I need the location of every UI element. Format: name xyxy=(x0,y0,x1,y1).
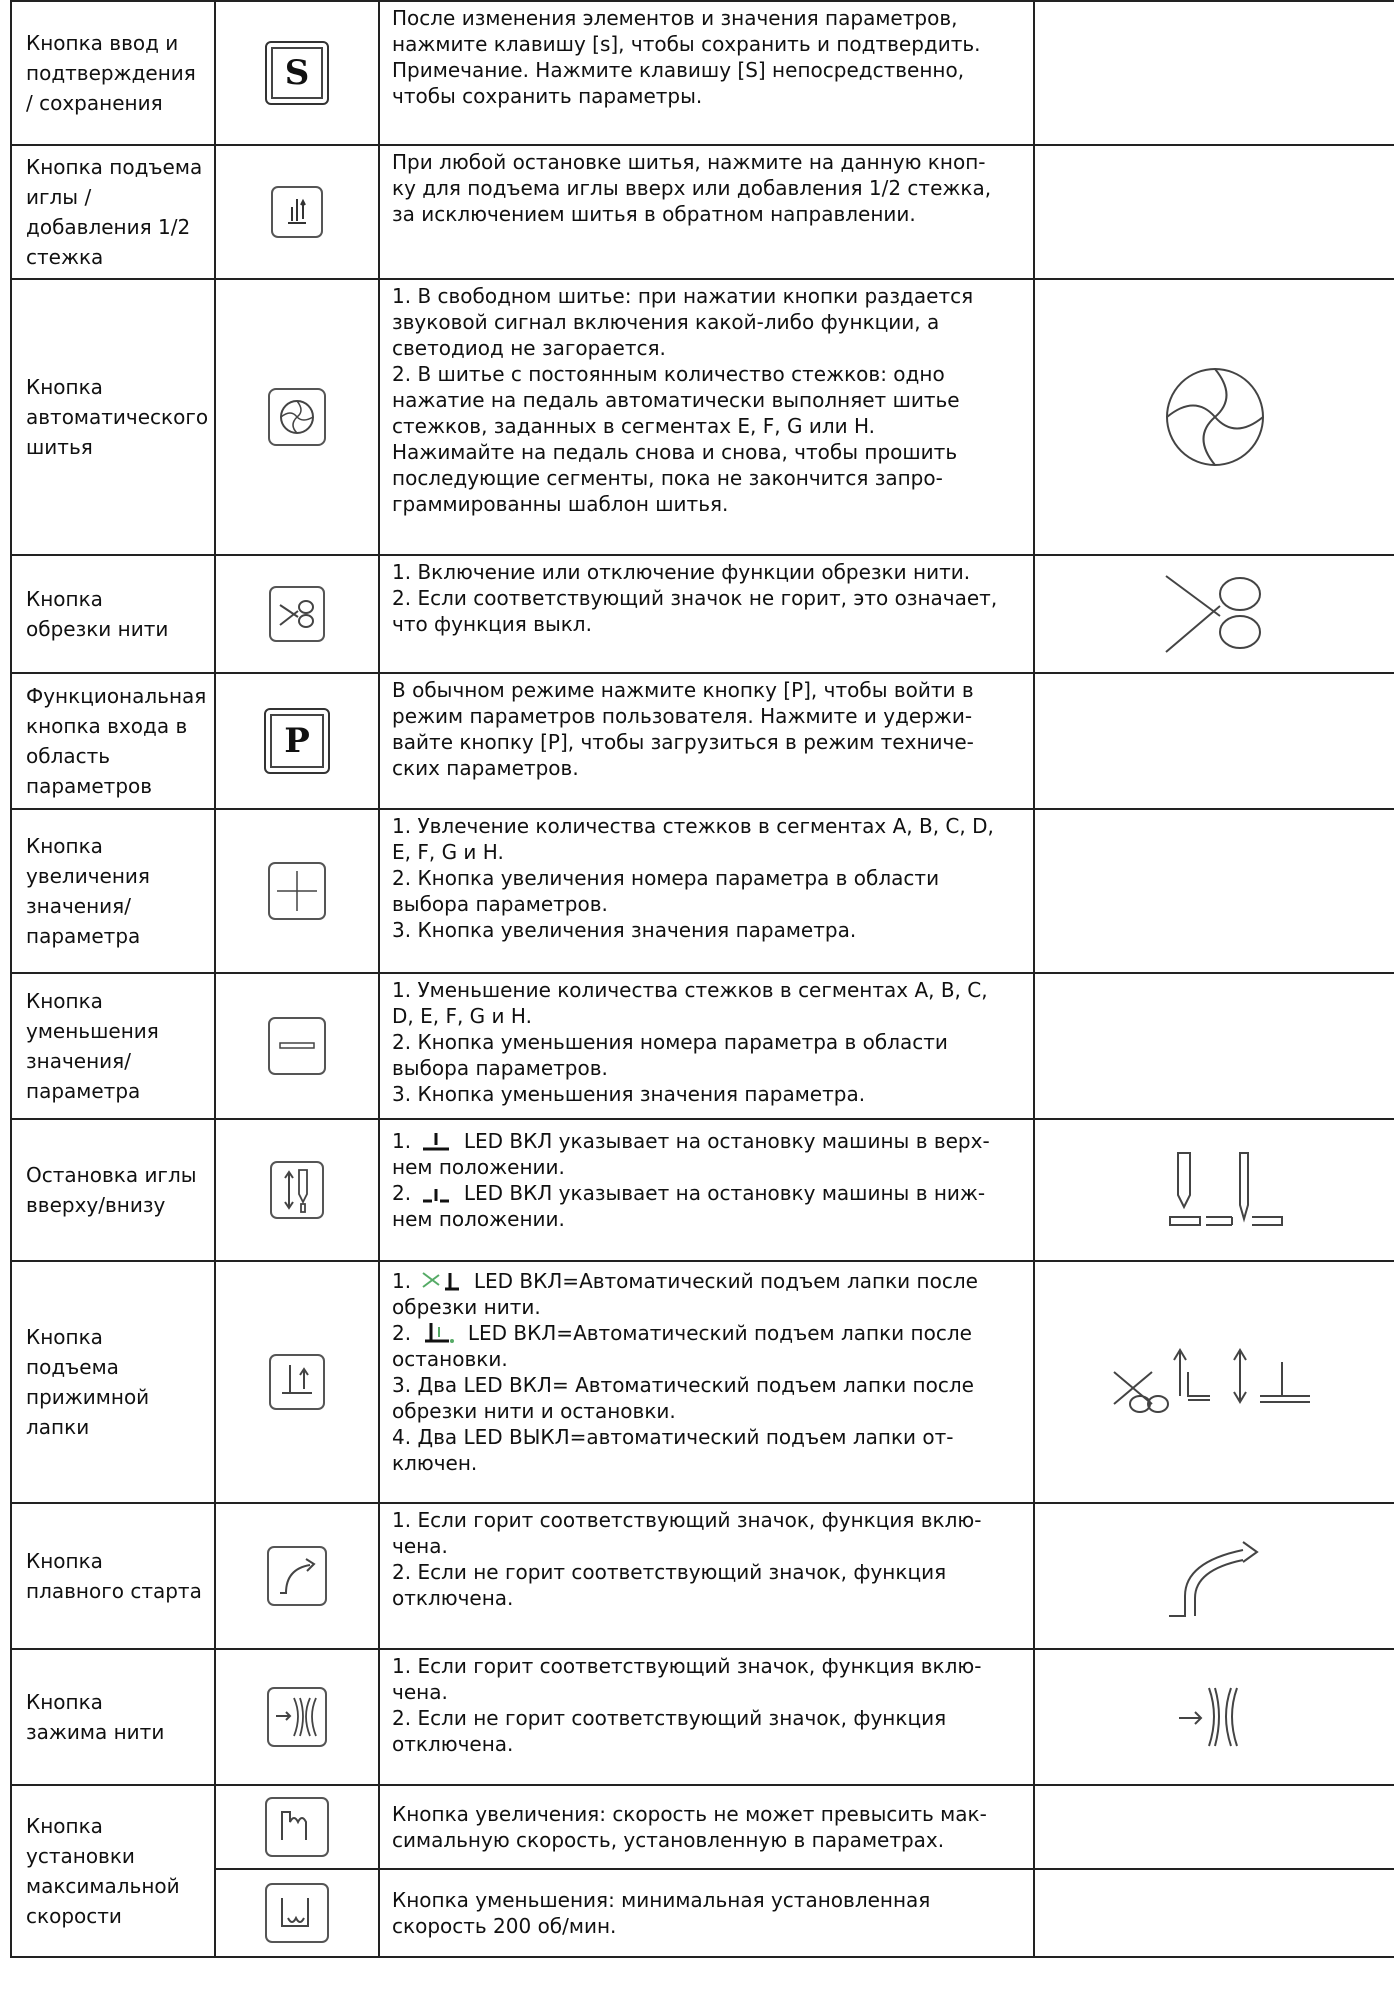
table-row xyxy=(11,973,1394,1119)
row-name: Кнопка зажима нити xyxy=(11,1649,215,1785)
row-description: 1. Уменьшение количества стежков в сегментах A, B, C, D, E, F, G и H. 2. Кнопка уменьшения номера параметра в области выбора параметров. 3. Кнопка уменьшения значения параметра. xyxy=(379,973,1034,1119)
thread-clamp-icon xyxy=(266,1686,328,1748)
key-letter: S xyxy=(284,53,310,93)
row-name: Кнопка автоматического шитья xyxy=(11,279,215,555)
table-row xyxy=(11,673,1394,809)
table-row xyxy=(11,1785,1394,1869)
row-description: 1. В свободном шитье: при нажатии кнопки раздается звуковой сигнал включения какой-либо функции, а светодиод не загорается. 2. В шитье с постоянным количество стежков: одно нажатие на педаль автоматически выполняет шитье стежков, заданных в сегментах E, F, G или H. Нажимайте на педаль снова и снова, чтобы прошить последующие сегменты, пока не закончится запро- граммированны шаблон шитья. xyxy=(379,279,1034,555)
table-row xyxy=(11,1649,1394,1785)
scissors-icon xyxy=(268,585,326,643)
table-row xyxy=(11,1503,1394,1649)
scissor-foot-led-icon xyxy=(421,1269,461,1291)
S-key-icon xyxy=(265,41,329,105)
plus-icon xyxy=(267,861,327,921)
row-name: Кнопка обрезки нити xyxy=(11,555,215,673)
needle-down-led-icon xyxy=(421,1183,451,1203)
row-name: Остановка иглы вверху/внизу xyxy=(11,1119,215,1261)
row-description: 1. Увлечение количества стежков в сегментах A, B, C, D, E, F, G и H. 2. Кнопка увеличения номера параметра в области выбора параметров. 3. Кнопка увеличения значения параметра. xyxy=(379,809,1034,973)
row-description: 1. Включение или отключение функции обрезки нити. 2. Если соответствующий значок не горит, это означает, что функция выкл. xyxy=(379,555,1034,673)
row-description: 1. Если горит соответствующий значок, функция вклю- чена. 2. Если не горит соответствующий значок, функция отключена. xyxy=(379,1649,1034,1785)
presser-foot-icon xyxy=(268,1353,326,1411)
row-name: Кнопка подъема прижимной лапки xyxy=(11,1261,215,1503)
row-name: Кнопка уменьшения значения/ параметра xyxy=(11,973,215,1119)
needle-up-half-stitch-icon xyxy=(270,185,324,239)
table-row xyxy=(11,1869,1394,1957)
table-row xyxy=(11,809,1394,973)
table-row xyxy=(11,1,1394,145)
row-description: 1. Если горит соответствующий значок, функция вклю- чена. 2. Если не горит соответствующий значок, функция отключена. xyxy=(379,1503,1034,1649)
table-row xyxy=(11,1261,1394,1503)
P-key-icon xyxy=(264,708,330,774)
speed-decrease-icon xyxy=(264,1882,330,1944)
row-description: В обычном режиме нажмите кнопку [P], чтобы войти в режим параметров пользователя. Нажмите и удержи- вайте кнопку [P], чтобы загрузиться в режим техниче- ских параметров. xyxy=(379,673,1034,809)
auto-sewing-symbol-icon xyxy=(1160,362,1270,472)
row-name: Кнопка плавного старта xyxy=(11,1503,215,1649)
table-row xyxy=(11,555,1394,673)
auto-sewing-icon xyxy=(267,387,327,447)
needle-up-down-icon xyxy=(269,1160,325,1220)
scissors-symbol-icon xyxy=(1160,566,1270,662)
row-name: Кнопка установки максимальной скорости xyxy=(11,1785,215,1957)
row-name: Кнопка увеличения значения/ параметра xyxy=(11,809,215,973)
row-description: После изменения элементов и значения параметров, нажмите клавишу [s], чтобы сохранить и подтвердить. Примечание. Нажмите клавишу [S] непосредственно, чтобы сохранить параметры. xyxy=(379,1,1034,145)
row-description: Кнопка увеличения: скорость не может превысить мак- симальную скорость, установленную в параметрах. xyxy=(379,1785,1034,1869)
table-row xyxy=(11,1119,1394,1261)
needle-up-led-icon xyxy=(421,1131,451,1151)
soft-start-icon xyxy=(266,1545,328,1607)
minus-icon xyxy=(267,1016,327,1076)
soft-start-symbol-icon xyxy=(1155,1526,1275,1626)
table-row xyxy=(11,279,1394,555)
row-description: Кнопка уменьшения: минимальная установленная скорость 200 об/мин. xyxy=(379,1869,1034,1957)
foot-stop-led-icon xyxy=(421,1321,455,1343)
key-letter: P xyxy=(284,721,310,761)
thread-clamp-symbol-icon xyxy=(1175,1682,1255,1752)
button-description-table xyxy=(10,0,1394,1958)
table-row xyxy=(11,145,1394,279)
row-description: При любой остановке шитья, нажмите на данную кноп- ку для подъема иглы вверх или добавления 1/2 стежка, за исключением шитья в обратном направлении. xyxy=(379,145,1034,279)
speed-increase-icon xyxy=(264,1796,330,1858)
row-description: 1. LED ВКЛ=Автоматический подъем лапки после обрезки нити. 2. LED ВКЛ=Автоматический подъем лапки после остановки. 3. Два LED ВКЛ= Автоматический подъем лапки после обрезки нити и остановки. 4. Два LED ВЫКЛ=автоматический подъем лапки от- ключен. xyxy=(379,1261,1034,1503)
needle-positions-symbol-icon xyxy=(1140,1145,1290,1235)
row-name: Функциональная кнопка входа в область параметров xyxy=(11,673,215,809)
presser-foot-symbol-icon xyxy=(1110,1342,1320,1422)
row-name: Кнопка подъема иглы / добавления 1/2 стежка xyxy=(11,145,215,279)
row-name: Кнопка ввод и подтверждения / сохранения xyxy=(11,1,215,145)
row-description: 1. LED ВКЛ указывает на остановку машины в верх- нем положении. 2. LED ВКЛ указывает на остановку машины в ниж- нем положении. xyxy=(379,1119,1034,1261)
